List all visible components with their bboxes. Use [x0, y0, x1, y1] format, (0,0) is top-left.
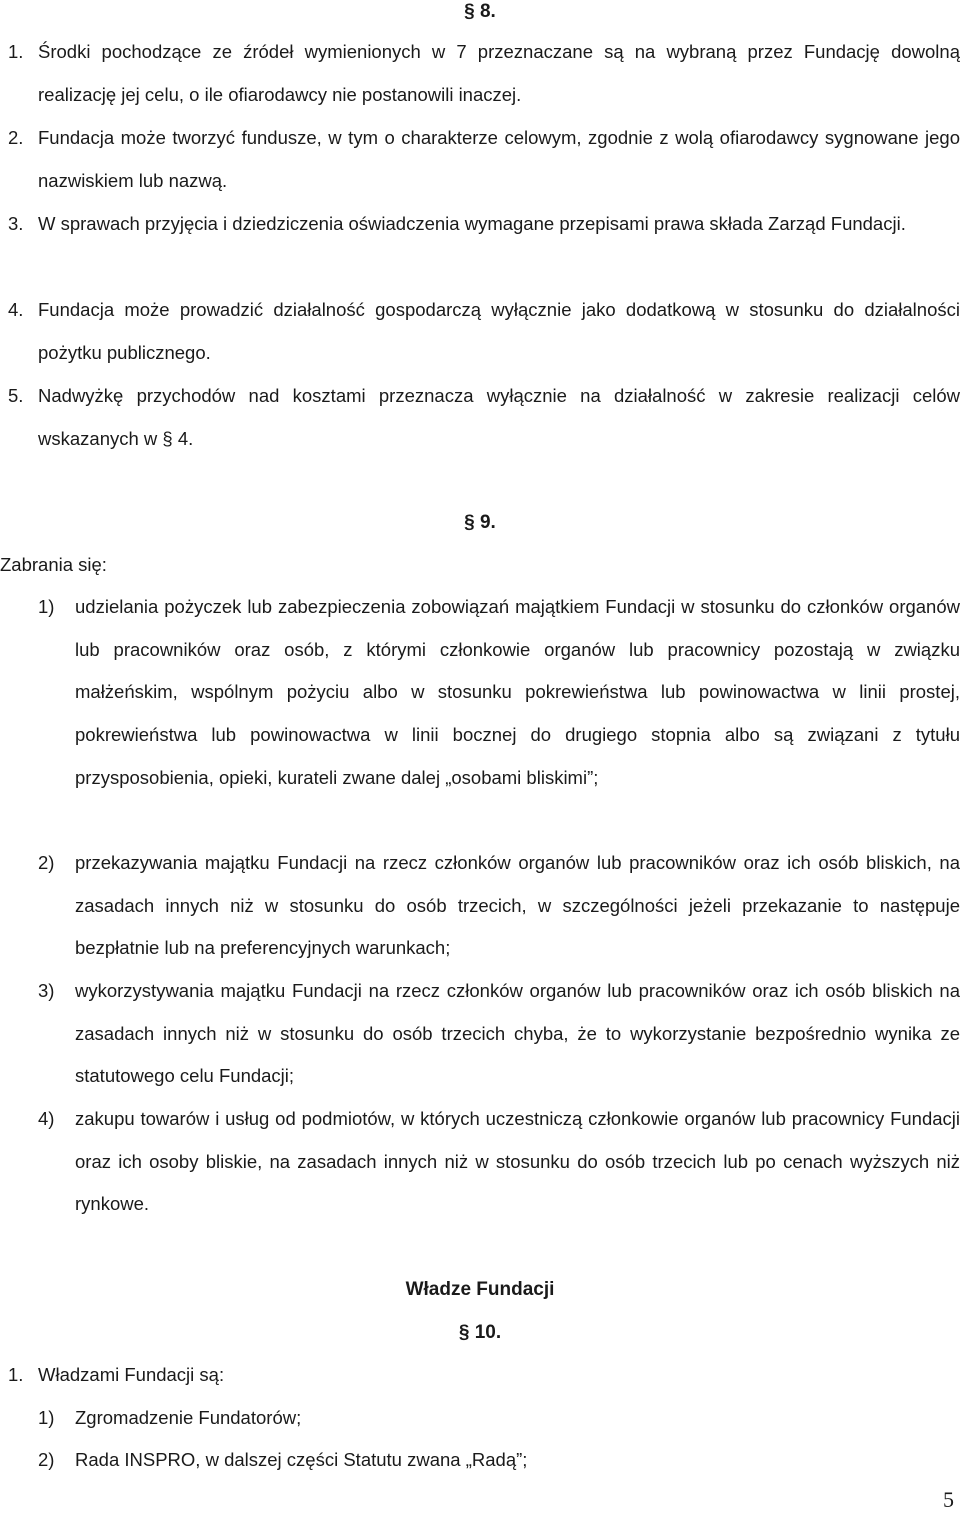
item-text: Rada INSPRO, w dalszej części Statutu zwana „Radą”; [75, 1449, 528, 1470]
section-9-item-4 [38, 1098, 960, 1226]
authorities-title: Władze Fundacji [405, 1279, 555, 1300]
section-9-intro: Zabrania się: [0, 554, 107, 575]
section-9-heading: § 9. [464, 512, 496, 533]
point-text: Fundacja może tworzyć fundusze, w tym o charakterze celowym, zgodnie z wolą ofiarodawcy sygnowane jego nazwiskiem lub nazwą. [38, 127, 960, 191]
item-text: udzielania pożyczek lub zabezpieczenia zobowiązań majątkiem Fundacji w stosunku do członków organów lub pracowników oraz osób, z którymi członkowie organów lub pracownicy pozostają w związku małżeńskim, wspólnym pożyciu albo w stosunku pokrewieństwa lub powinowactwa w linii prostej, pokrewieństwa lub powinowactwa w linii bocznej do drugiego stopnia albo są związani z tytułu przysposobienia, opieki, kurateli zwane dalej „osobami bliskimi”; [75, 596, 960, 788]
section-8-heading: § 8. [464, 1, 496, 22]
section-10-heading: § 10. [458, 1322, 502, 1343]
point-text: Władzami Fundacji są: [38, 1364, 225, 1385]
section-10-point-1 [8, 1363, 225, 1387]
item-number: 2) [38, 1449, 55, 1470]
section-8-point-5 [8, 374, 960, 460]
point-number: 1. [8, 41, 24, 62]
point-number: 3. [8, 213, 24, 234]
item-number: 1) [38, 596, 55, 617]
point-number: 1. [8, 1364, 24, 1385]
section-8-point-1 [8, 30, 960, 116]
item-number: 2) [38, 852, 55, 873]
point-number: 4. [8, 299, 24, 320]
point-number: 2. [8, 127, 24, 148]
item-number: 3) [38, 980, 55, 1001]
item-text: przekazywania majątku Fundacji na rzecz członków organów lub pracowników oraz ich osób bliskich, na zasadach innych niż w stosunku do osób trzecich, w szczególności jeżeli przekazanie to następuje bezpłatnie lub na preferencyjnych warunkach; [75, 852, 960, 959]
item-text: wykorzystywania majątku Fundacji na rzecz członków organów lub pracowników oraz ich osób bliskich na zasadach innych niż w stosunku do osób trzecich chyba, że to wykorzystanie bezpośrednio wynika ze statutowego celu Fundacji; [75, 980, 960, 1087]
item-number: 4) [38, 1108, 55, 1129]
section-9-item-3 [38, 970, 960, 1098]
point-text: Środki pochodzące ze źródeł wymienionych w 7 przeznaczane są na wybraną przez Fundację dowolną realizację jej celu, o ile ofiarodawcy nie postanowili inaczej. [38, 41, 960, 105]
section-8-point-3 [8, 202, 960, 245]
item-number: 1) [38, 1407, 55, 1428]
section-8-point-4 [8, 288, 960, 374]
point-number: 5. [8, 385, 24, 406]
point-text: Fundacja może prowadzić działalność gospodarczą wyłącznie jako dodatkową w stosunku do działalności pożytku publicznego. [38, 299, 960, 363]
point-text: Nadwyżkę przychodów nad kosztami przeznacza wyłącznie na działalność w zakresie realizacji celów wskazanych w § 4. [38, 385, 960, 449]
section-10-item-1 [38, 1406, 302, 1430]
section-8-point-2 [8, 116, 960, 202]
section-10-item-2 [38, 1448, 528, 1472]
item-text: zakupu towarów i usług od podmiotów, w których uczestniczą członkowie organów lub pracownicy Fundacji oraz ich osoby bliskie, na zasadach innych niż w stosunku do osób trzecich lub po cenach wyższych niż rynkowe. [75, 1108, 960, 1215]
section-9-item-2 [38, 842, 960, 970]
page-number: 5 [943, 1487, 954, 1512]
item-text: Zgromadzenie Fundatorów; [75, 1407, 302, 1428]
point-text: W sprawach przyjęcia i dziedziczenia oświadczenia wymagane przepisami prawa składa Zarząd Fundacji. [38, 213, 906, 234]
section-9-item-1 [38, 586, 960, 800]
